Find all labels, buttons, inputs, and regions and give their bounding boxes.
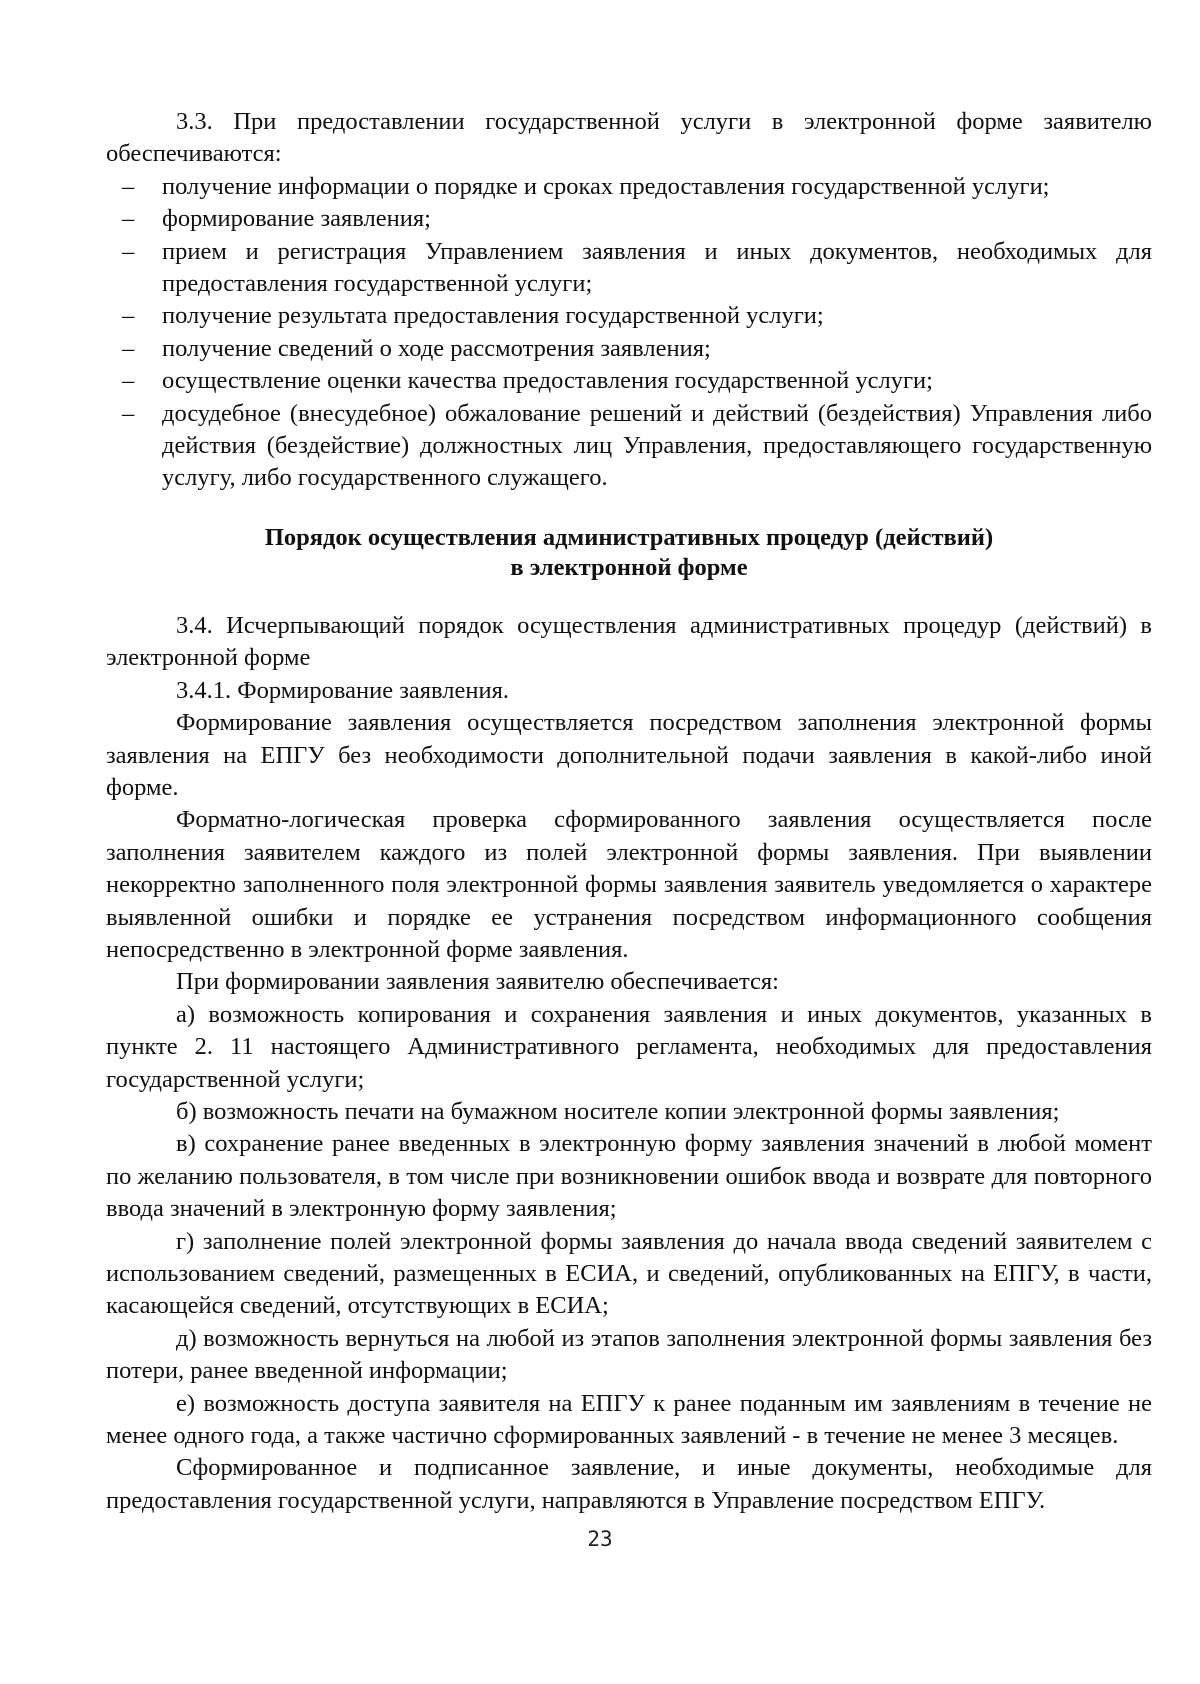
- list-item: – формирование заявления;: [106, 203, 1152, 235]
- paragraph-item-e: е) возможность доступа заявителя на ЕПГУ к ранее поданным им заявлениям в течение не менее одного года, а также частично сформированных заявлений - в течение не менее 3 месяцев.: [106, 1389, 1152, 1450]
- list-item: – получение сведений о ходе рассмотрения заявления;: [106, 333, 1152, 365]
- section-heading-line-1: Порядок осуществления административных процедур (действий): [264, 523, 994, 551]
- dash-bullet: –: [122, 302, 135, 330]
- section-heading: [106, 523, 1152, 583]
- paragraph-item-g: г) заполнение полей электронной формы заявления до начала ввода сведений заявителем с использованием сведений, размещенных в ЕСИА, и сведений, опубликованных на ЕПГУ, в части, касающейся сведений, отсутствующих в ЕСИА;: [106, 1227, 1152, 1320]
- dash-bullet: –: [122, 334, 135, 362]
- list-item: – прием и регистрация Управлением заявления и иных документов, необходимых для предоставления государственной услуги;: [122, 237, 1152, 298]
- list-item: – получение информации о порядке и сроках предоставления государственной услуги;: [106, 171, 1152, 203]
- paragraph-final: Сформированное и подписанное заявление, и иные документы, необходимые для предоставления государственной услуги, направляются в Управление посредством ЕПГУ.: [106, 1454, 1152, 1514]
- paragraph: Форматно-логическая проверка сформированного заявления осуществляется после заполнения заявителем каждого из полей электронной формы заявления. При выявлении некорректно заполненного поля электронной формы заявления заявитель уведомляется о характере выявленной ошибки и порядке ее устранения посредством информационного сообщения непосредственно в электронной форме заявления.: [106, 806, 1152, 963]
- paragraph-item-d: д) возможность вернуться на любой из этапов заполнения электронной формы заявления без потери, ранее введенной информации;: [106, 1324, 1152, 1385]
- dash-bullet: –: [122, 399, 135, 427]
- dash-bullet: –: [122, 172, 135, 200]
- paragraph-3-3-intro: 3.3. При предоставлении государственной услуги в электронной форме заявителю обеспечиваются:: [106, 108, 1152, 168]
- paragraph: При формировании заявления заявителю обеспечивается:: [176, 968, 779, 996]
- paragraph-3-4: 3.4. Исчерпывающий порядок осуществления административных процедур (действий) в электронной форме: [106, 611, 1152, 672]
- paragraph-item-v: в) сохранение ранее введенных в электронную форму заявления значений в любой момент по желанию пользователя, в том числе при возникновении ошибок ввода и возврате для повторного ввода значений в электронную форму заявления;: [106, 1130, 1152, 1223]
- list-item: – досудебное (внесудебное) обжалование решений и действий (бездействия) Управления либо действия (бездействие) должностных лиц Управления, предоставляющего государственную услугу, либо государственного служащего.: [122, 399, 1152, 492]
- paragraph-3-4-1: 3.4.1. Формирование заявления.: [176, 676, 509, 704]
- page-number: 23: [587, 1527, 613, 1551]
- dash-bullet: –: [122, 237, 135, 265]
- paragraph: Формирование заявления осуществляется посредством заполнения электронной формы заявления на ЕПГУ без необходимости дополнительной подачи заявления в какой-либо иной форме.: [106, 709, 1152, 801]
- list-item: – осуществление оценки качества предоставления государственной услуги;: [106, 365, 1152, 397]
- services-list: [106, 171, 1152, 495]
- dash-bullet: –: [122, 205, 135, 233]
- list-item: – получение результата предоставления государственной услуги;: [106, 300, 1152, 332]
- paragraph-item-a: а) возможность копирования и сохранения заявления и иных документов, указанных в пункте 2. 11 настоящего Административного регламента, необходимых для предоставления государственной услуги;: [106, 1000, 1152, 1093]
- section-heading-line-2: в электронной форме: [510, 553, 748, 581]
- paragraph-item-b: б) возможность печати на бумажном носителе копии электронной формы заявления;: [176, 1097, 1060, 1125]
- document-page: [106, 106, 1152, 1517]
- dash-bullet: –: [122, 367, 135, 395]
